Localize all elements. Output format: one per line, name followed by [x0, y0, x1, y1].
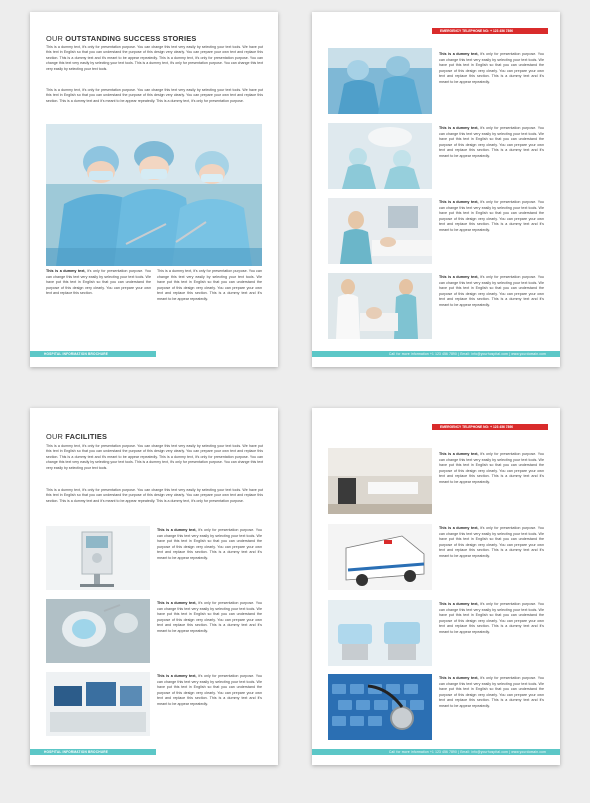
nurse-patient-photo: [328, 198, 432, 264]
keyboard-stethoscope-photo: [328, 674, 432, 740]
facility-text-3: This is a dummy text, it's only for presentation purpose. You can change this text very easily by selecting your text tools. We have put this text in English so that you can understand the purpose of this design very clearly. You can prepare your own text and replace this section. This is a dummy text and it's meant to be appear repeatedly.: [439, 602, 544, 634]
surgery-photo: [328, 48, 432, 114]
contact-footer: Call for more information +1 123 456 7890 | Email: info@yourhospital.com | www.yourdomain.com: [312, 351, 560, 357]
facility-text-4: This is a dummy text, it's only for presentation purpose. You can change this text very easily by selecting your text tools. We have put this text in English so that you can understand the purpose of this design very clearly. You can prepare your own text and replace this section. This is a dummy text and it's meant to be appear repeatedly.: [439, 676, 544, 708]
intro-paragraph-2: This is a dummy text, it's only for presentation purpose. You can change this text very easily by selecting your text tools. We have put this text in English so that you can understand the purpose of this design very clearly. You can prepare your own text and replace this section. This is a dummy text and it's meant to be appear repeatedly. This is a dummy text, it's only for presentation purpose.: [46, 88, 263, 103]
incubator-photo: [328, 600, 432, 666]
facility-text-1: This is a dummy text, it's only for presentation purpose. You can change this text very easily by selecting your text tools. We have put this text in English so that you can understand the purpose of this design very clearly. You can prepare your own text and replace this section. This is a dummy text and it's meant to be appear repeatedly.: [157, 528, 262, 560]
intro-paragraph-2: This is a dummy text, it's only for presentation purpose. You can change this text very easily by selecting your text tools. We have put this text in English so that you can understand the purpose of this design very clearly. You can prepare your own text and replace this section. This is a dummy text and it's meant to be appear repeatedly. This is a dummy text, it's only for presentation purpose.: [46, 488, 263, 503]
page-facilities-gallery: [312, 408, 560, 765]
facility-text-1: This is a dummy text, it's only for presentation purpose. You can change this text very easily by selecting your text tools. We have put this text in English so that you can understand the purpose of this design very clearly. You can prepare your own text and replace this section. This is a dummy text and it's meant to be appear repeatedly.: [439, 452, 544, 484]
page-stories-gallery: [312, 12, 560, 367]
facility-text-2: This is a dummy text, it's only for presentation purpose. You can change this text very easily by selecting your text tools. We have put this text in English so that you can understand the purpose of this design very clearly. You can prepare your own text and replace this section. This is a dummy text and it's meant to be appear repeatedly.: [439, 526, 544, 558]
emergency-bar: EMERGENCY TELEPHONE NO: + 123 456 7890: [432, 28, 548, 34]
surgical-lamp-photo: [46, 599, 150, 663]
page-title: OUR OUTSTANDING SUCCESS STORIES: [46, 34, 197, 43]
ventilator-photo: [46, 526, 150, 590]
emergency-bar: EMERGENCY TELEPHONE NO: + 123 456 7890: [432, 424, 548, 430]
hospital-room-photo: [328, 448, 432, 514]
footer-bar: HOSPITAL INFORMATION BROCHURE: [30, 351, 156, 357]
operating-room-photo: [328, 123, 432, 189]
intro-paragraph: This is a dummy text, it's only for presentation purpose. You can change this text very easily by selecting your text tools. We have put this text in English so that you can understand the purpose of this design very clearly. You can prepare your own text and replace this section. This is a dummy text and it's meant to be appear repeatedly. This is a dummy text, it's only for presentation purpose. You can change this text very easily by selecting your text tools. This is a dummy text, it's only for presentation purpose. You can change this text very easily by selecting your text tools.: [46, 444, 263, 470]
surgeons-photo: [46, 124, 262, 266]
text-column-right: This is a dummy text, it's only for presentation purpose. You can change this text very easily by selecting your text tools. We have put this text in English so that you can understand the purpose of this design very clearly. You can prepare your own text and replace this section. This is a dummy text and it's meant to be appear repeatedly.: [157, 269, 262, 301]
facility-text-3: This is a dummy text, it's only for presentation purpose. You can change this text very easily by selecting your text tools. We have put this text in English so that you can understand the purpose of this design very clearly. You can prepare your own text and replace this section. This is a dummy text and it's meant to be appear repeatedly.: [157, 674, 262, 706]
story-text-1: This is a dummy text, it's only for presentation purpose. You can change this text very easily by selecting your text tools. We have put this text in English so that you can understand the purpose of this design very clearly. You can prepare your own text and replace this section. This is a dummy text and it's meant to be appear repeatedly.: [439, 52, 544, 84]
page-title: OUR FACILITIES: [46, 432, 108, 441]
doctors-patient-photo: [328, 273, 432, 339]
page-facilities: [30, 408, 278, 765]
story-text-3: This is a dummy text, it's only for presentation purpose. You can change this text very easily by selecting your text tools. We have put this text in English so that you can understand the purpose of this design very clearly. You can prepare your own text and replace this section. This is a dummy text and it's meant to be appear repeatedly.: [439, 200, 544, 232]
intro-paragraph: This is a dummy text, it's only for presentation purpose. You can change this text very easily by selecting your text tools. We have put this text in English so that you can understand the purpose of this design very clearly. You can prepare your own text and replace this section. This is a dummy text and it's meant to be appear repeatedly. This is a dummy text, it's only for presentation purpose. You can change this text very easily by selecting your text tools. This is a dummy text, it's only for presentation purpose. You can change this text very easily by selecting your text tools.: [46, 45, 263, 71]
story-text-4: This is a dummy text, it's only for presentation purpose. You can change this text very easily by selecting your text tools. We have put this text in English so that you can understand the purpose of this design very clearly. You can prepare your own text and replace this section. This is a dummy text and it's meant to be appear repeatedly.: [439, 275, 544, 307]
facility-text-2: This is a dummy text, it's only for presentation purpose. You can change this text very easily by selecting your text tools. We have put this text in English so that you can understand the purpose of this design very clearly. You can prepare your own text and replace this section. This is a dummy text and it's meant to be appear repeatedly.: [157, 601, 262, 633]
story-text-2: This is a dummy text, it's only for presentation purpose. You can change this text very easily by selecting your text tools. We have put this text in English so that you can understand the purpose of this design very clearly. You can prepare your own text and replace this section. This is a dummy text and it's meant to be appear repeatedly.: [439, 126, 544, 158]
footer-bar: HOSPITAL INFORMATION BROCHURE: [30, 749, 156, 755]
monitors-photo: [46, 672, 150, 736]
page-success-stories: [30, 12, 278, 367]
ambulance-photo: [328, 524, 432, 590]
contact-footer: Call for more information +1 123 456 7890 | Email: info@yourhospital.com | www.yourdomain.com: [312, 749, 560, 755]
text-column-left: This is a dummy text, it's only for presentation purpose. You can change this text very easily by selecting your text tools. We have put this text in English so that you can understand the purpose of this design very clearly. You can prepare your own text and replace this section.: [46, 269, 151, 296]
